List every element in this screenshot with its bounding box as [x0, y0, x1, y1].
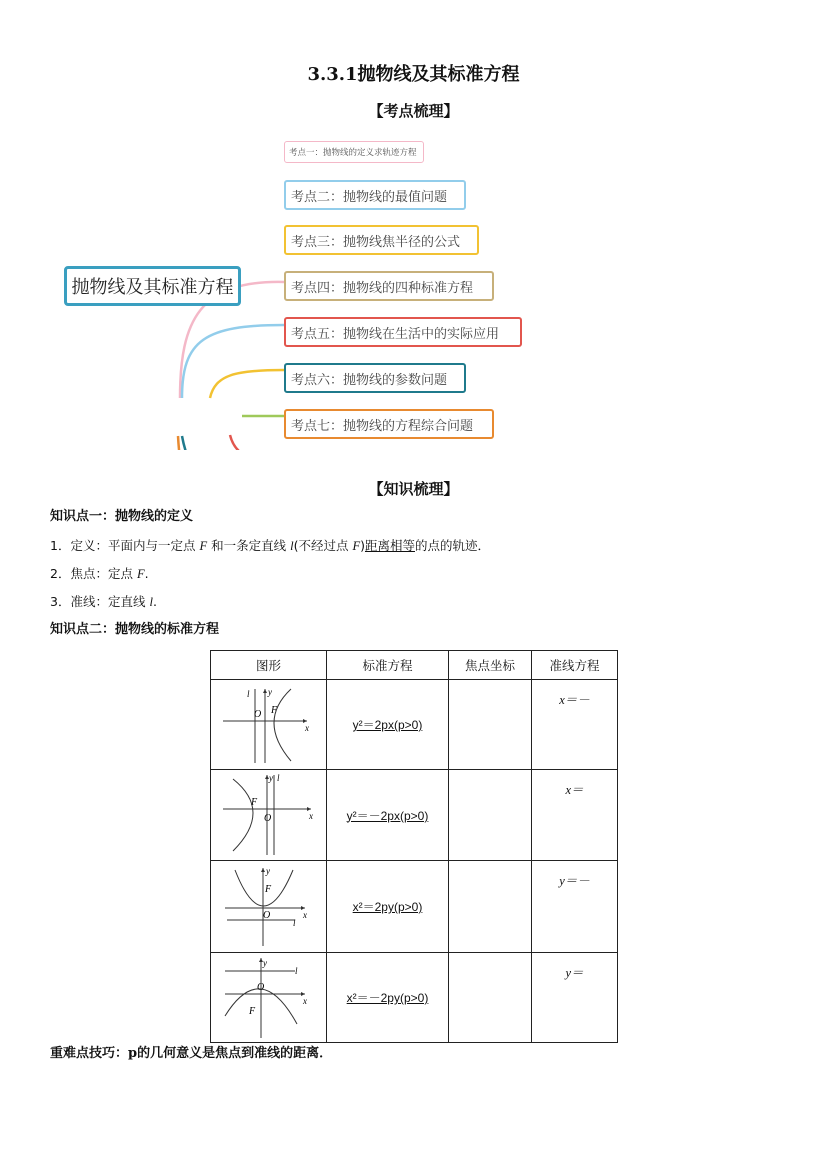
directrix-4: y＝: [565, 966, 584, 980]
graph2-label-y: y: [269, 772, 273, 783]
parabola-graph-right: [211, 681, 326, 769]
kp1-line2-end: .: [144, 566, 149, 581]
graph1-label-x: x: [305, 722, 309, 733]
parabola-graph-up: [211, 862, 326, 952]
mindmap-connector-5: [230, 435, 284, 450]
kp1-line1-num: 1．: [50, 538, 71, 553]
mindmap-connector-3: [210, 370, 284, 398]
kp1-line1-underlined: 距离相等: [364, 538, 415, 553]
graph3-label-y: y: [266, 865, 270, 876]
table-row: [211, 953, 618, 1043]
equation-cell-1: [327, 680, 449, 770]
equation-1: y²＝2px(p>0): [352, 718, 423, 732]
kp1-line3-line-l: l: [149, 595, 153, 609]
mindmap-node-2-label: 考点二：抛物线的最值问题: [291, 188, 448, 204]
mindmap-node-6: [284, 363, 466, 393]
mindmap-node-1-label: 考点一：抛物线的定义求轨迹方程: [289, 147, 417, 157]
kp1-line-focus: [50, 565, 149, 583]
mindmap-node-5-label: 考点五：抛物线在生活中的实际应用: [291, 325, 500, 341]
header-focus: 焦点坐标: [449, 651, 532, 680]
standard-equation-table: [210, 650, 618, 1043]
graph2-label-l: l: [277, 772, 280, 783]
table-row: [211, 770, 618, 861]
mindmap-node-2: [284, 180, 466, 210]
mindmap-center-label: 抛物线及其标准方程: [71, 277, 234, 297]
graph2-label-O: O: [264, 812, 272, 824]
table-header-row: [211, 651, 618, 680]
mindmap-node-6-label: 考点六：抛物线的参数问题: [291, 371, 448, 387]
graph4-label-x: x: [303, 995, 307, 1006]
mindmap-node-3: [284, 225, 479, 255]
kp1-line1-text-c: (不经过点: [293, 538, 349, 553]
tip-text: 重难点技巧：p的几何意义是焦点到准线的距离．: [50, 1046, 333, 1061]
mindmap-node-4-label: 考点四：抛物线的四种标准方程: [291, 279, 474, 295]
equation-cell-3: [327, 861, 449, 953]
mindmap-node-7: [284, 409, 494, 439]
graph1-label-l: l: [247, 688, 250, 699]
directrix-cell-1: [532, 680, 618, 770]
kp1-line2-num: 2．: [50, 566, 71, 581]
kp1-line2-point-F: F: [136, 567, 145, 581]
graph3-label-F: F: [265, 883, 272, 895]
section-heading-exam-points: 【考点梳理】: [368, 102, 459, 120]
graph3-label-x: x: [303, 909, 307, 920]
equation-3: x²＝2py(p>0): [352, 900, 423, 914]
page-title: 3.3.1抛物线及其标准方程: [307, 64, 520, 85]
kp1-line-directrix: [50, 593, 157, 611]
mindmap-node-1: [284, 141, 424, 163]
graph4-label-l: l: [295, 965, 298, 976]
kp1-line3-text: 准线：定直线: [70, 594, 146, 609]
kp1-line3-end: .: [152, 594, 157, 609]
mindmap-connector-2: [182, 325, 284, 398]
header-equation: 标准方程: [327, 651, 449, 680]
equation-cell-2: [327, 770, 449, 861]
kp1-line1-text-e: 的点的轨迹．: [414, 538, 490, 553]
equation-2: y²＝－2px(p>0): [346, 808, 429, 823]
kp1-line1-text-b: 和一条定直线: [211, 538, 287, 553]
table-row: [211, 680, 618, 770]
graph-cell-3: [211, 861, 327, 953]
kp1-line-definition: [50, 537, 490, 555]
focus-cell-3: [449, 861, 532, 953]
directrix-cell-3: [532, 861, 618, 953]
graph-cell-4: [211, 953, 327, 1043]
graph2-label-x: x: [309, 810, 313, 821]
equation-cell-4: [327, 953, 449, 1043]
directrix-cell-4: [532, 953, 618, 1043]
graph3-label-l: l: [293, 917, 296, 928]
kp1-line1-text-d: ): [360, 538, 365, 553]
graph1-label-F: F: [271, 704, 278, 716]
kp1-heading: 知识点一：抛物线的定义: [50, 509, 194, 524]
table-row: [211, 861, 618, 953]
mindmap-node-3-label: 考点三：抛物线焦半径的公式: [291, 233, 461, 249]
graph1-label-y: y: [268, 686, 272, 697]
parabola-graph-down: [211, 954, 326, 1042]
graph4-label-F: F: [249, 1005, 256, 1017]
graph-cell-2: [211, 770, 327, 861]
graph4-label-O: O: [257, 981, 265, 993]
directrix-1: x＝－: [559, 693, 590, 707]
parabola-graph-left: [211, 771, 326, 860]
graph1-label-O: O: [254, 708, 262, 720]
mindmap-node-5: [284, 317, 522, 347]
focus-cell-4: [449, 953, 532, 1043]
graph2-label-F: F: [251, 796, 258, 808]
kp1-line1-line-l: l: [290, 539, 294, 553]
kp1-line1-point-F2: F: [352, 539, 361, 553]
mindmap-node-4: [284, 271, 494, 301]
directrix-3: y＝－: [559, 874, 590, 888]
kp1-line3-num: 3．: [50, 594, 71, 609]
equation-4: x²＝－2py(p>0): [346, 991, 429, 1005]
kp1-line2-text: 焦点：定点: [70, 566, 133, 581]
kp2-heading: 知识点二：抛物线的标准方程: [50, 622, 220, 637]
kp1-line1-text-a: 定义：平面内与一定点: [70, 538, 196, 553]
kp1-line1-point-F: F: [199, 539, 208, 553]
graph4-label-y: y: [263, 957, 267, 968]
mindmap-node-7-label: 考点七：抛物线的方程综合问题: [291, 417, 474, 433]
header-directrix: 准线方程: [532, 651, 618, 680]
graph-cell-1: [211, 680, 327, 770]
section-heading-knowledge: 【知识梳理】: [368, 480, 459, 498]
directrix-2: x＝: [565, 783, 584, 797]
focus-cell-1: [449, 680, 532, 770]
mindmap-center-node: [64, 266, 241, 306]
header-graph: 图形: [211, 651, 327, 680]
directrix-cell-2: [532, 770, 618, 861]
focus-cell-2: [449, 770, 532, 861]
graph3-label-O: O: [263, 909, 271, 921]
